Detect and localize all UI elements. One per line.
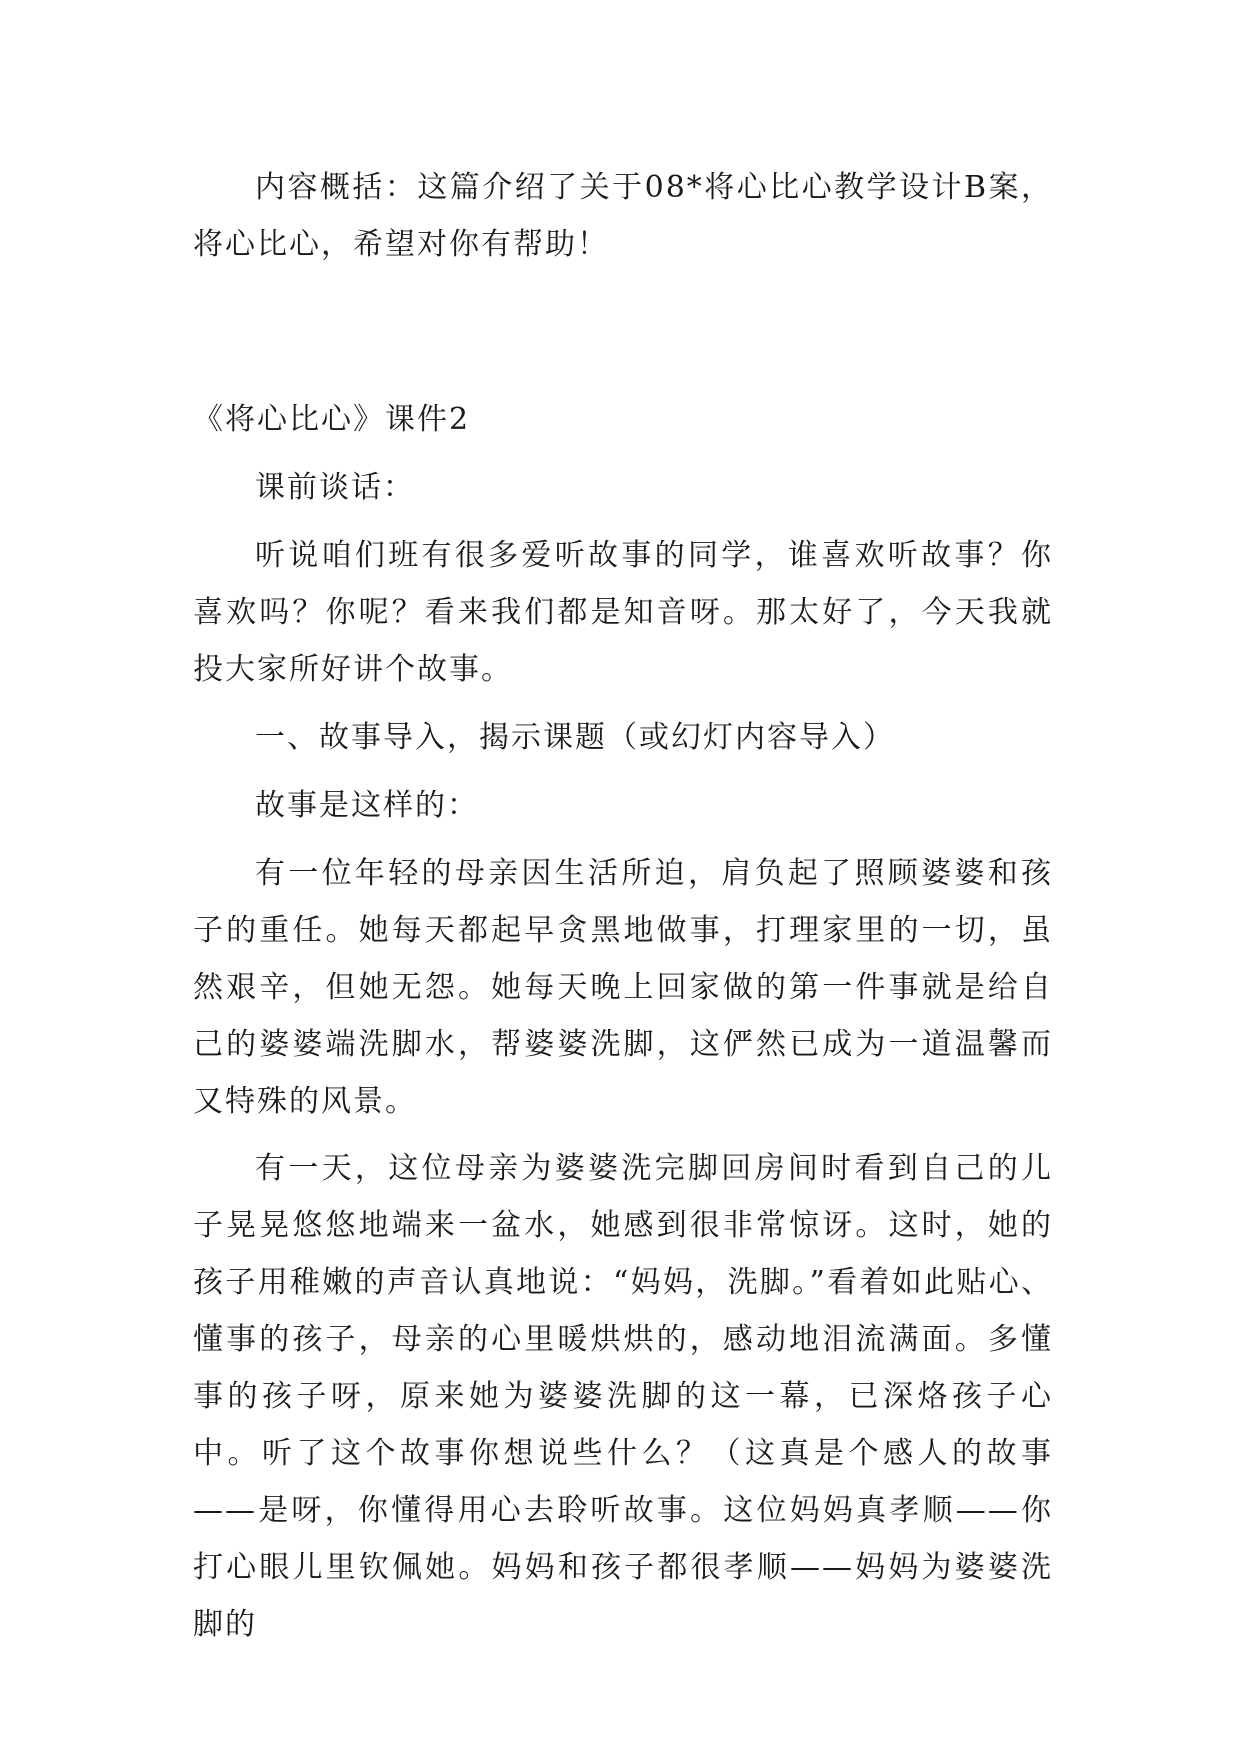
paragraph-pre-class-talk: 课前谈话： xyxy=(255,470,415,505)
summary-section xyxy=(193,159,1053,273)
summary-text: 内容概括：这篇介绍了关于08*将心比心教学设计B案，将心比心，希望对你有帮助！ xyxy=(193,170,1053,262)
lesson-section xyxy=(193,391,1053,1664)
paragraph-opening: 听说咱们班有很多爱听故事的同学，谁喜欢听故事？你喜欢吗？你呢？看来我们都是知音呀。那太好了，今天我就投大家所好讲个故事。 xyxy=(193,538,1053,687)
paragraph-story-body: 有一位年轻的母亲因生活所迫，肩负起了照顾婆婆和孩子的重任。她每天都起早贪黑地做事，打理家里的一切，虽然艰辛，但她无怨。她每天晚上回家做的第一件事就是给自己的婆婆端洗脚水，帮婆婆洗脚，这俨然已成为一道温馨而又特殊的风景。 xyxy=(193,856,1053,1119)
lesson-title: 《将心比心》课件2 xyxy=(193,402,471,437)
paragraph-story-continued: 有一天，这位母亲为婆婆洗完脚回房间时看到自己的儿子晃晃悠悠地端来一盆水，她感到很非常惊讶。这时，她的孩子用稚嫩的声音认真地说：“妈妈，洗脚。”看着如此贴心、懂事的孩子，母亲的心里暖烘烘的，感动地泪流满面。多懂事的孩子呀，原来她为婆婆洗脚的这一幕，已深烙孩子心中。听了这个故事你想说些什么？（这真是个感人的故事——是呀，你懂得用心去聆听故事。这位妈妈真孝顺——你打心眼儿里钦佩她。妈妈和孩子都很孝顺——妈妈为婆婆洗脚的 xyxy=(193,1151,1053,1642)
paragraph-story-intro: 故事是这样的： xyxy=(255,788,479,823)
paragraph-section-heading: 一、故事导入，揭示课题（或幻灯内容导入） xyxy=(255,720,895,755)
